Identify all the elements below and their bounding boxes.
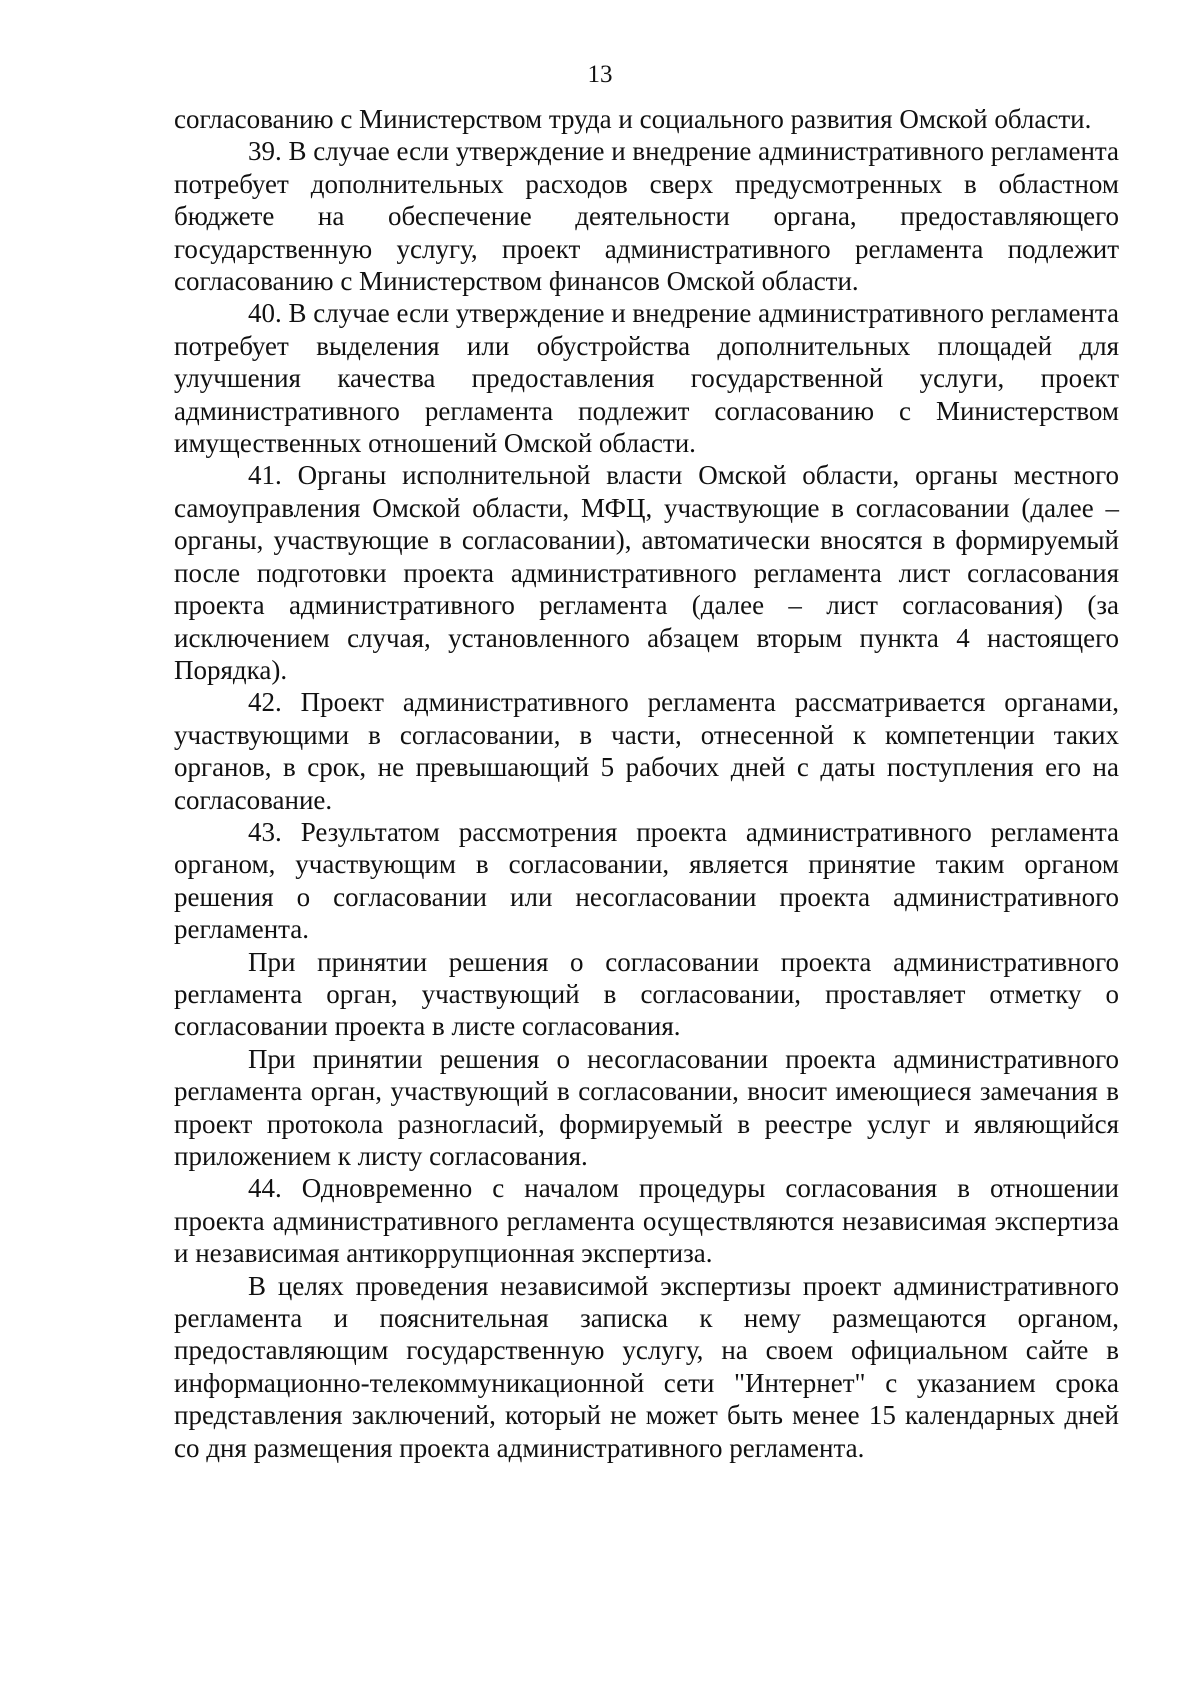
paragraph-40: 40. В случае если утверждение и внедрение административного регламента потребует выделения или обустройства дополнительных площадей для улучшения качества предоставления государственной услуги, проект административного регламента подлежит согласованию с Министерством имущественных отношений Омской области.	[174, 298, 1120, 459]
paragraph-43: 43. Результатом рассмотрения проекта административного регламента органом, участвующим в согласовании, является принятие таким органом решения о согласовании или несогласовании проекта административного регламента.	[174, 816, 1119, 945]
paragraph-42: 42. Проект административного регламента рассматривается органами, участвующими в согласовании, в части, отнесенной к компетенции таких органов, в срок, не превышающий 5 рабочих дней с даты поступления его на согласование.	[174, 687, 1119, 815]
paragraph-continuation: согласованию с Министерством труда и социального развития Омской области.	[174, 104, 1092, 134]
paragraph-44-expertise: В целях проведения независимой экспертизы проект административного регламента и пояснительная записка к нему размещаются органом, предоставляющим государственную услугу, на своем официальном сайте в информационно-телекоммуникационной сети "Интернет" с указанием срока представления заключений, который не может быть менее 15 календарных дней со дня размещения проекта административного регламента.	[174, 1270, 1119, 1463]
paragraph-39: 39. В случае если утверждение и внедрение административного регламента потребует дополнительных расходов сверх предусмотренных в областном бюджете на обеспечение деятельности органа, предоставляющего государственную услугу, проект административного регламента подлежит согласованию с Министерством финансов Омской области.	[174, 136, 1120, 297]
paragraph-41: 41. Органы исполнительной власти Омской области, органы местного самоуправления Омской области, МФЦ, участвующие в согласовании (далее – органы, участвующие в согласовании), автоматически вносятся в формируемый после подготовки проекта административного регламента лист согласования проекта административного регламента (далее – лист согласования) (за исключением случая, установленного абзацем вторым пункта 4 настоящего Порядка).	[174, 460, 1119, 685]
paragraph-43-agreement: При принятии решения о согласовании проекта административного регламента орган, участвующий в согласовании, проставляет отметку о согласовании проекта в листе согласования.	[174, 946, 1119, 1042]
paragraph-43-disagreement: При принятии решения о несогласовании проекта административного регламента орган, участвующий в согласовании, вносит имеющиеся замечания в проект протокола разногласий, формируемый в реестре услуг и являющийся приложением к листу согласования.	[174, 1043, 1119, 1171]
page-number: 13	[587, 61, 613, 88]
paragraph-44: 44. Одновременно с началом процедуры согласования в отношении проекта административного регламента осуществляются независимая экспертиза и независимая антикоррупционная экспертиза.	[174, 1173, 1119, 1269]
document-body	[174, 103, 1119, 1464]
